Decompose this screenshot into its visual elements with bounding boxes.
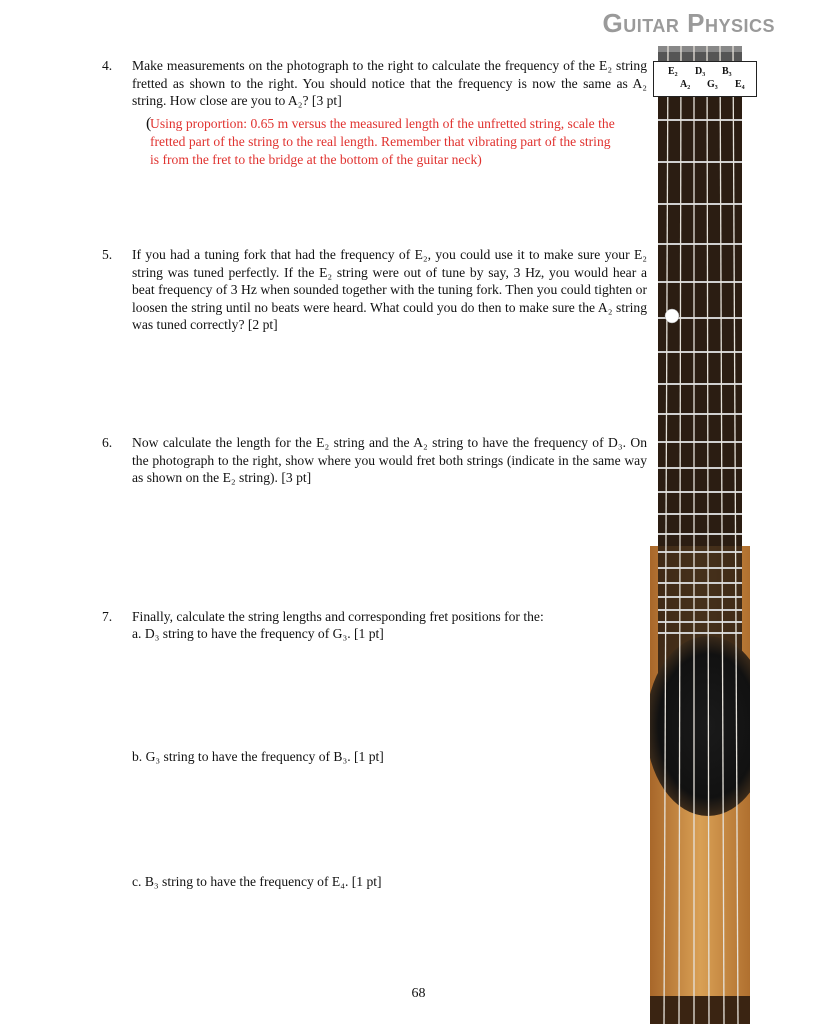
question-number: 5. <box>102 247 113 262</box>
page-header: Guitar Physics <box>602 8 775 38</box>
question-text: If you had a tuning fork that had the frequency of E₂, you could use it to make sure your E₂ string was tuned perfectly. If the E₂ string were out of tune by say, 3 Hz, you would hear a beat frequency of 3 Hz when sounded together with the tuning fork. Then you could tighten or loosen the string until no beats were heard. What could you do then to make sure the A₂ string was tuned correctly? [2 pt] <box>132 247 647 333</box>
question-6 <box>102 434 647 488</box>
string-label-e2: E₂ <box>668 66 678 77</box>
page-number: 68 <box>411 986 426 1001</box>
subquestion-c: c. B₃ string to have the frequency of E₄. [1 pt] <box>132 874 382 889</box>
string-label-e4: E₄ <box>735 79 745 90</box>
question-text: Now calculate the length for the E₂ string and the A₂ string to have the frequency of D₃. On the photograph to the right, show where you would fret both strings (indicate in the same way as shown on the E₂ string). [3 pt] <box>132 435 647 486</box>
question-text: Finally, calculate the string lengths and corresponding fret positions for the: <box>132 609 544 624</box>
question-number: 7. <box>102 609 113 624</box>
guitar-neck-photo <box>650 46 750 1024</box>
hint-text: Using proportion: 0.65 m versus the measured length of the unfretted string, scale the fretted part of the string to the real length. Remember that vibrating part of the string is from the fret to the bridge at the bottom of the guitar neck) <box>150 116 615 167</box>
hint-paren: ( <box>146 115 152 132</box>
question-4 <box>102 57 647 109</box>
string-label-a2: A₂ <box>680 79 691 90</box>
string-label-g3: G₃ <box>707 79 718 90</box>
string-label-d3: D₃ <box>695 66 706 77</box>
subquestion-a: a. D₃ string to have the frequency of G₃. [1 pt] <box>132 626 384 641</box>
string-label-b3: B₃ <box>722 66 732 77</box>
question-number: 4. <box>102 58 113 73</box>
string-label-box <box>653 61 757 97</box>
question-5 <box>102 246 647 336</box>
question-number: 6. <box>102 435 113 450</box>
question-text: Make measurements on the photograph to the right to calculate the frequency of the E₂ string fretted as shown to the right. You should notice that the frequency is now the same as A₂ string. How close are you to A₂? [3 pt] <box>132 58 647 109</box>
subquestion-b: b. G₃ string to have the frequency of B₃. [1 pt] <box>132 749 384 764</box>
